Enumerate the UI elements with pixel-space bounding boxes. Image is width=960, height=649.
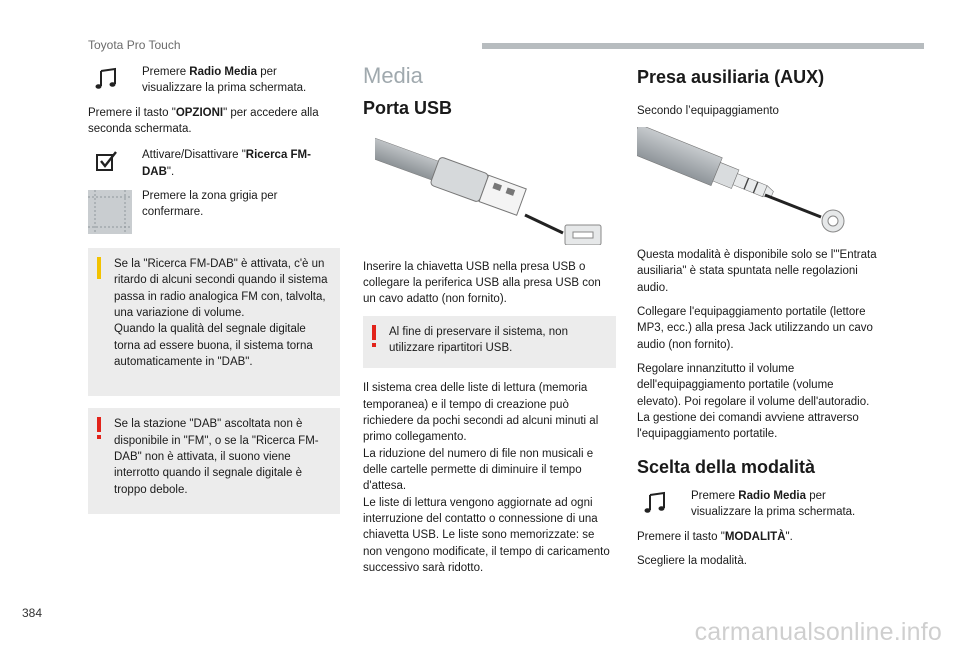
watermark: carmanualsonline.info [694, 618, 942, 646]
step-confirm [88, 188, 340, 234]
paragraph-choose-mode: Scegliere la modalità. [637, 555, 747, 568]
column-middle [363, 64, 616, 584]
music-note-icon [637, 488, 685, 516]
paragraph-volume: Regolare innanzitutto il volume dell'equipaggiamento portatile (volume elevato). Poi regolare il volume dell'autoradio. La gestione dei comandi avviene attraverso l'equipaggiamento portatile. [637, 362, 870, 441]
grey-zone-icon [88, 188, 136, 234]
warning-note-text: Al fine di preservare il sistema, non utilizzare ripartitori USB. [389, 325, 568, 355]
usb-illustration [363, 130, 616, 245]
warning-note [363, 316, 616, 369]
page-number: 384 [22, 606, 43, 620]
section-title-media: Media [363, 63, 423, 88]
step-text: Premere Radio Media per visualizzare la prima schermata. [691, 490, 856, 519]
paragraph-options: Premere il tasto "OPZIONI" per accedere alla seconda schermata. [88, 106, 319, 135]
paragraph-connect: Collegare l'equipaggiamento portatile (lettore MP3, ecc.) alla presa Jack utilizzando un cavo audio (non fornito). [637, 305, 873, 351]
step-radio-media [637, 488, 880, 521]
paragraph-playlists: Il sistema crea delle liste di lettura (memoria temporanea) e il tempo di creazione può richiedere da pochi secondi ad alcuni minuti al primo collegamento. La riduzione del numero di file non musicali e delle cartelle permette di diminuire il tempo d'attesa. Le liste di lettura vengono aggiornate ad ogni interruzione del contatto o connessione di una chiavetta USB. Le liste sono memorizzate: se non vengono modificate, il tempo di caricamento successivo sarà ridotto. [363, 382, 610, 575]
jack-illustration [637, 127, 880, 237]
step-text: Premere la zona grigia per confermare. [142, 189, 278, 219]
warning-note-text: Se la stazione "DAB" ascoltata non è disponibile in "FM", o se la "Ricerca FM-DAB" non è attivata, il suono viene interrotto quando il segnale digitale è troppo debole. [114, 418, 319, 496]
step-text: Premere Radio Media per visualizzare la prima schermata. [142, 66, 307, 95]
column-right [637, 64, 880, 577]
info-note [88, 248, 340, 396]
paragraph-equipment: Secondo l’equipaggiamento [637, 104, 779, 117]
header-title: Toyota Pro Touch [88, 38, 181, 52]
header-bar [482, 43, 924, 49]
subsection-title-usb: Porta USB [363, 98, 453, 119]
music-note-icon [88, 64, 136, 92]
warning-icon [96, 416, 110, 498]
column-left [88, 64, 340, 526]
warning-note [88, 408, 340, 514]
step-text: Attivare/Disattivare "Ricerca FM-DAB". [142, 149, 311, 178]
paragraph-mode-button: Premere il tasto "MODALITÀ". [637, 530, 793, 543]
checkbox-icon [88, 147, 136, 173]
section-title-aux: Presa ausiliaria (AUX) [637, 67, 825, 87]
step-toggle-fm-dab [88, 147, 340, 180]
paragraph-aux-mode: Questa modalità è disponibile solo se l'"Entrata ausiliaria" è stata spuntata nelle regolazioni audio. [637, 248, 877, 294]
paragraph-usb-insert: Inserire la chiavetta USB nella presa USB o collegare la periferica USB alla presa USB con un cavo adatto (non fornito). [363, 260, 601, 306]
warning-icon [371, 324, 385, 357]
info-note-text: Se la "Ricerca FM-DAB" è attivata, c'è un ritardo di alcuni secondi quando il sistema passa in radio analogica FM con, talvolta, una variazione di volume. Quando la qualità del segnale digitale torna ad essere buona, il sistema torna automaticamente in "DAB". [114, 257, 328, 368]
info-icon [96, 256, 110, 370]
section-title-mode: Scelta della modalità [637, 456, 816, 477]
step-radio-media [88, 64, 340, 97]
